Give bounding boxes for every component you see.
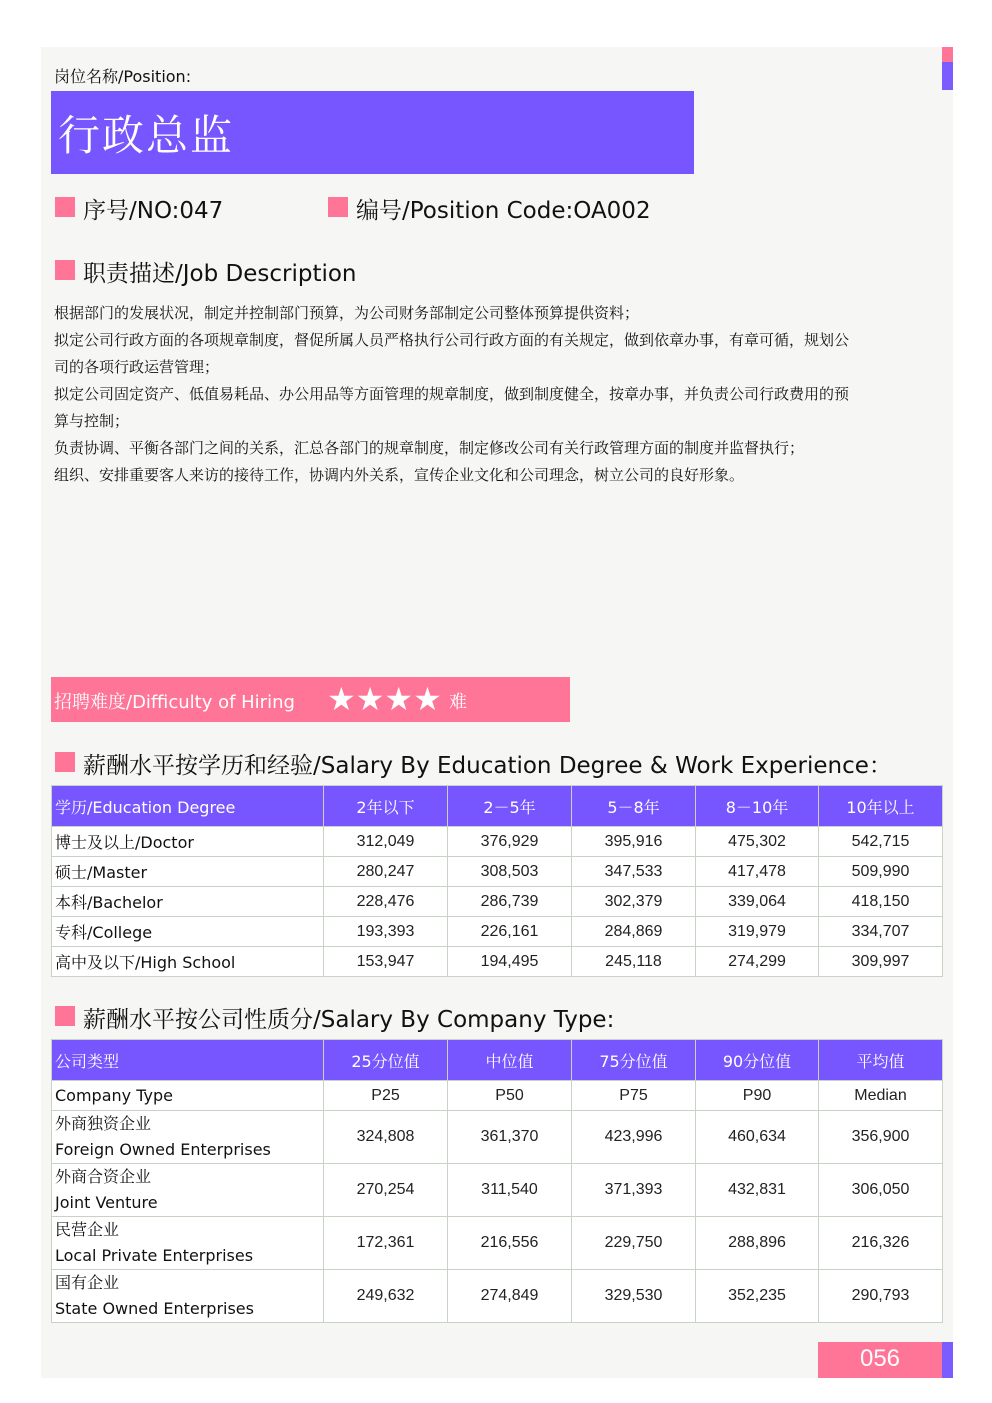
table-cell: P50 [448,1081,572,1111]
table-cell: 288,896 [696,1217,819,1270]
company-type-en: State Owned Enterprises [55,1299,254,1318]
table-cell: 245,118 [572,947,696,977]
table-cell: 339,064 [696,887,819,917]
table-cell: 249,632 [324,1270,448,1323]
table-row [52,827,943,857]
table-cell: 284,869 [572,917,696,947]
table-cell: 216,326 [819,1217,943,1270]
table-cell: 172,361 [324,1217,448,1270]
table-row [52,1270,943,1323]
table-cell: 347,533 [572,857,696,887]
table-cell: 311,540 [448,1164,572,1217]
row-label [52,1270,324,1323]
table-cell: 308,503 [448,857,572,887]
bullet-square-icon [55,260,75,280]
table-cell: 376,929 [448,827,572,857]
column-header: 学历/Education Degree [52,786,324,827]
company-type-cn: 国有企业 [55,1273,120,1292]
row-label: 硕士/Master [52,857,324,887]
table-cell: P90 [696,1081,819,1111]
difficulty-label: 招聘难度/Difficulty of Hiring [54,692,295,713]
table-cell: 329,530 [572,1270,696,1323]
page-title: 行政总监 [58,111,235,160]
table-cell: 280,247 [324,857,448,887]
table-cell: 352,235 [696,1270,819,1323]
table-cell: 475,302 [696,827,819,857]
page-number-accent [942,1342,953,1378]
company-type-cn: 外商合资企业 [55,1167,152,1186]
table-cell: 542,715 [819,827,943,857]
column-header: 75分位值 [572,1040,696,1081]
row-label: 本科/Bachelor [52,887,324,917]
education-salary-heading: 薪酬水平按学历和经验/Salary By Education Degree & Work Experience： [83,753,892,779]
table-cell: 395,916 [572,827,696,857]
position-code: 编号/Position Code:OA002 [356,198,651,224]
column-header: 8－10年 [696,786,819,827]
row-label: 高中及以下/High School [52,947,324,977]
table-cell: 460,634 [696,1111,819,1164]
bullet-square-icon [55,1006,75,1026]
column-header: 25分位值 [324,1040,448,1081]
bullet-square-icon [55,197,75,217]
table-cell: P75 [572,1081,696,1111]
table-row [52,857,943,887]
row-label: 专科/College [52,917,324,947]
table-cell: 274,849 [448,1270,572,1323]
desc-line: 司的各项行政运营管理； [54,358,220,376]
bullet-square-icon [328,197,348,217]
page-number: 056 [859,1345,901,1372]
table-cell: 216,556 [448,1217,572,1270]
column-header: 平均值 [819,1040,943,1081]
desc-line: 拟定公司固定资产、低值易耗品、办公用品等方面管理的规章制度，做到制度健全，按章办事，并负责公司行政费用的预 [54,385,850,403]
table-cell: 417,478 [696,857,819,887]
table-cell: 432,831 [696,1164,819,1217]
desc-line: 组织、安排重要客人来访的接待工作，协调内外关系，宣传企业文化和公司理念，树立公司的良好形象。 [54,466,745,484]
table-cell: 509,990 [819,857,943,887]
column-header: 中位值 [448,1040,572,1081]
table-cell: 286,739 [448,887,572,917]
table-cell: 306,050 [819,1164,943,1217]
position-label: 岗位名称/Position: [54,67,192,86]
table-cell: 270,254 [324,1164,448,1217]
table-subheader-row [52,1081,943,1111]
desc-line: 拟定公司行政方面的各项规章制度，督促所属人员严格执行公司行政方面的有关规定，做到依章办事，有章可循，规划公 [54,331,850,349]
table-row [52,1164,943,1217]
column-header: 90分位值 [696,1040,819,1081]
job-description-text [54,300,944,489]
table-cell: 229,750 [572,1217,696,1270]
table-cell: 153,947 [324,947,448,977]
company-type-cn: 民营企业 [55,1220,120,1239]
table-header-row [52,786,943,827]
table-row [52,1111,943,1164]
column-header: 10年以上 [819,786,943,827]
table-row [52,947,943,977]
table-cell: 361,370 [448,1111,572,1164]
table-cell: 302,379 [572,887,696,917]
desc-line: 算与控制； [54,412,130,430]
table-header-row [52,1040,943,1081]
row-label [52,1217,324,1270]
company-type-en: Local Private Enterprises [55,1246,254,1265]
table-cell: 418,150 [819,887,943,917]
table-cell: 290,793 [819,1270,943,1323]
column-header: 公司类型 [52,1040,324,1081]
table-cell: 334,707 [819,917,943,947]
star-rating-icon: ★★★★ [327,680,442,718]
corner-accent-purple [942,62,953,90]
table-cell: 194,495 [448,947,572,977]
company-type-en: Joint Venture [55,1193,158,1212]
company-salary-table [51,1039,943,1323]
corner-accent-pink [942,47,953,62]
table-cell: 319,979 [696,917,819,947]
column-header: 2－5年 [448,786,572,827]
column-header: 5－8年 [572,786,696,827]
education-salary-table [51,785,943,977]
row-label: Company Type [52,1081,324,1111]
table-cell: 193,393 [324,917,448,947]
job-description-heading: 职责描述/Job Description [83,261,357,287]
table-row [52,917,943,947]
row-label [52,1164,324,1217]
table-cell: Median [819,1081,943,1111]
table-cell: 228,476 [324,887,448,917]
table-cell: 356,900 [819,1111,943,1164]
serial-number: 序号/NO:047 [83,198,224,224]
table-cell: 371,393 [572,1164,696,1217]
column-header: 2年以下 [324,786,448,827]
row-label: 博士及以上/Doctor [52,827,324,857]
desc-line: 负责协调、平衡各部门之间的关系，汇总各部门的规章制度，制定修改公司有关行政管理方面的制度并监督执行； [54,439,805,457]
table-cell: P25 [324,1081,448,1111]
table-cell: 226,161 [448,917,572,947]
table-cell: 324,808 [324,1111,448,1164]
company-type-en: Foreign Owned Enterprises [55,1140,271,1159]
bullet-square-icon [55,752,75,772]
table-row [52,887,943,917]
row-label [52,1111,324,1164]
table-cell: 274,299 [696,947,819,977]
desc-line: 根据部门的发展状况，制定并控制部门预算，为公司财务部制定公司整体预算提供资料； [54,304,640,322]
difficulty-level: 难 [449,692,467,713]
table-cell: 312,049 [324,827,448,857]
company-type-cn: 外商独资企业 [55,1114,152,1133]
table-cell: 423,996 [572,1111,696,1164]
table-row [52,1217,943,1270]
table-cell: 309,997 [819,947,943,977]
company-salary-heading: 薪酬水平按公司性质分/Salary By Company Type: [83,1007,615,1033]
